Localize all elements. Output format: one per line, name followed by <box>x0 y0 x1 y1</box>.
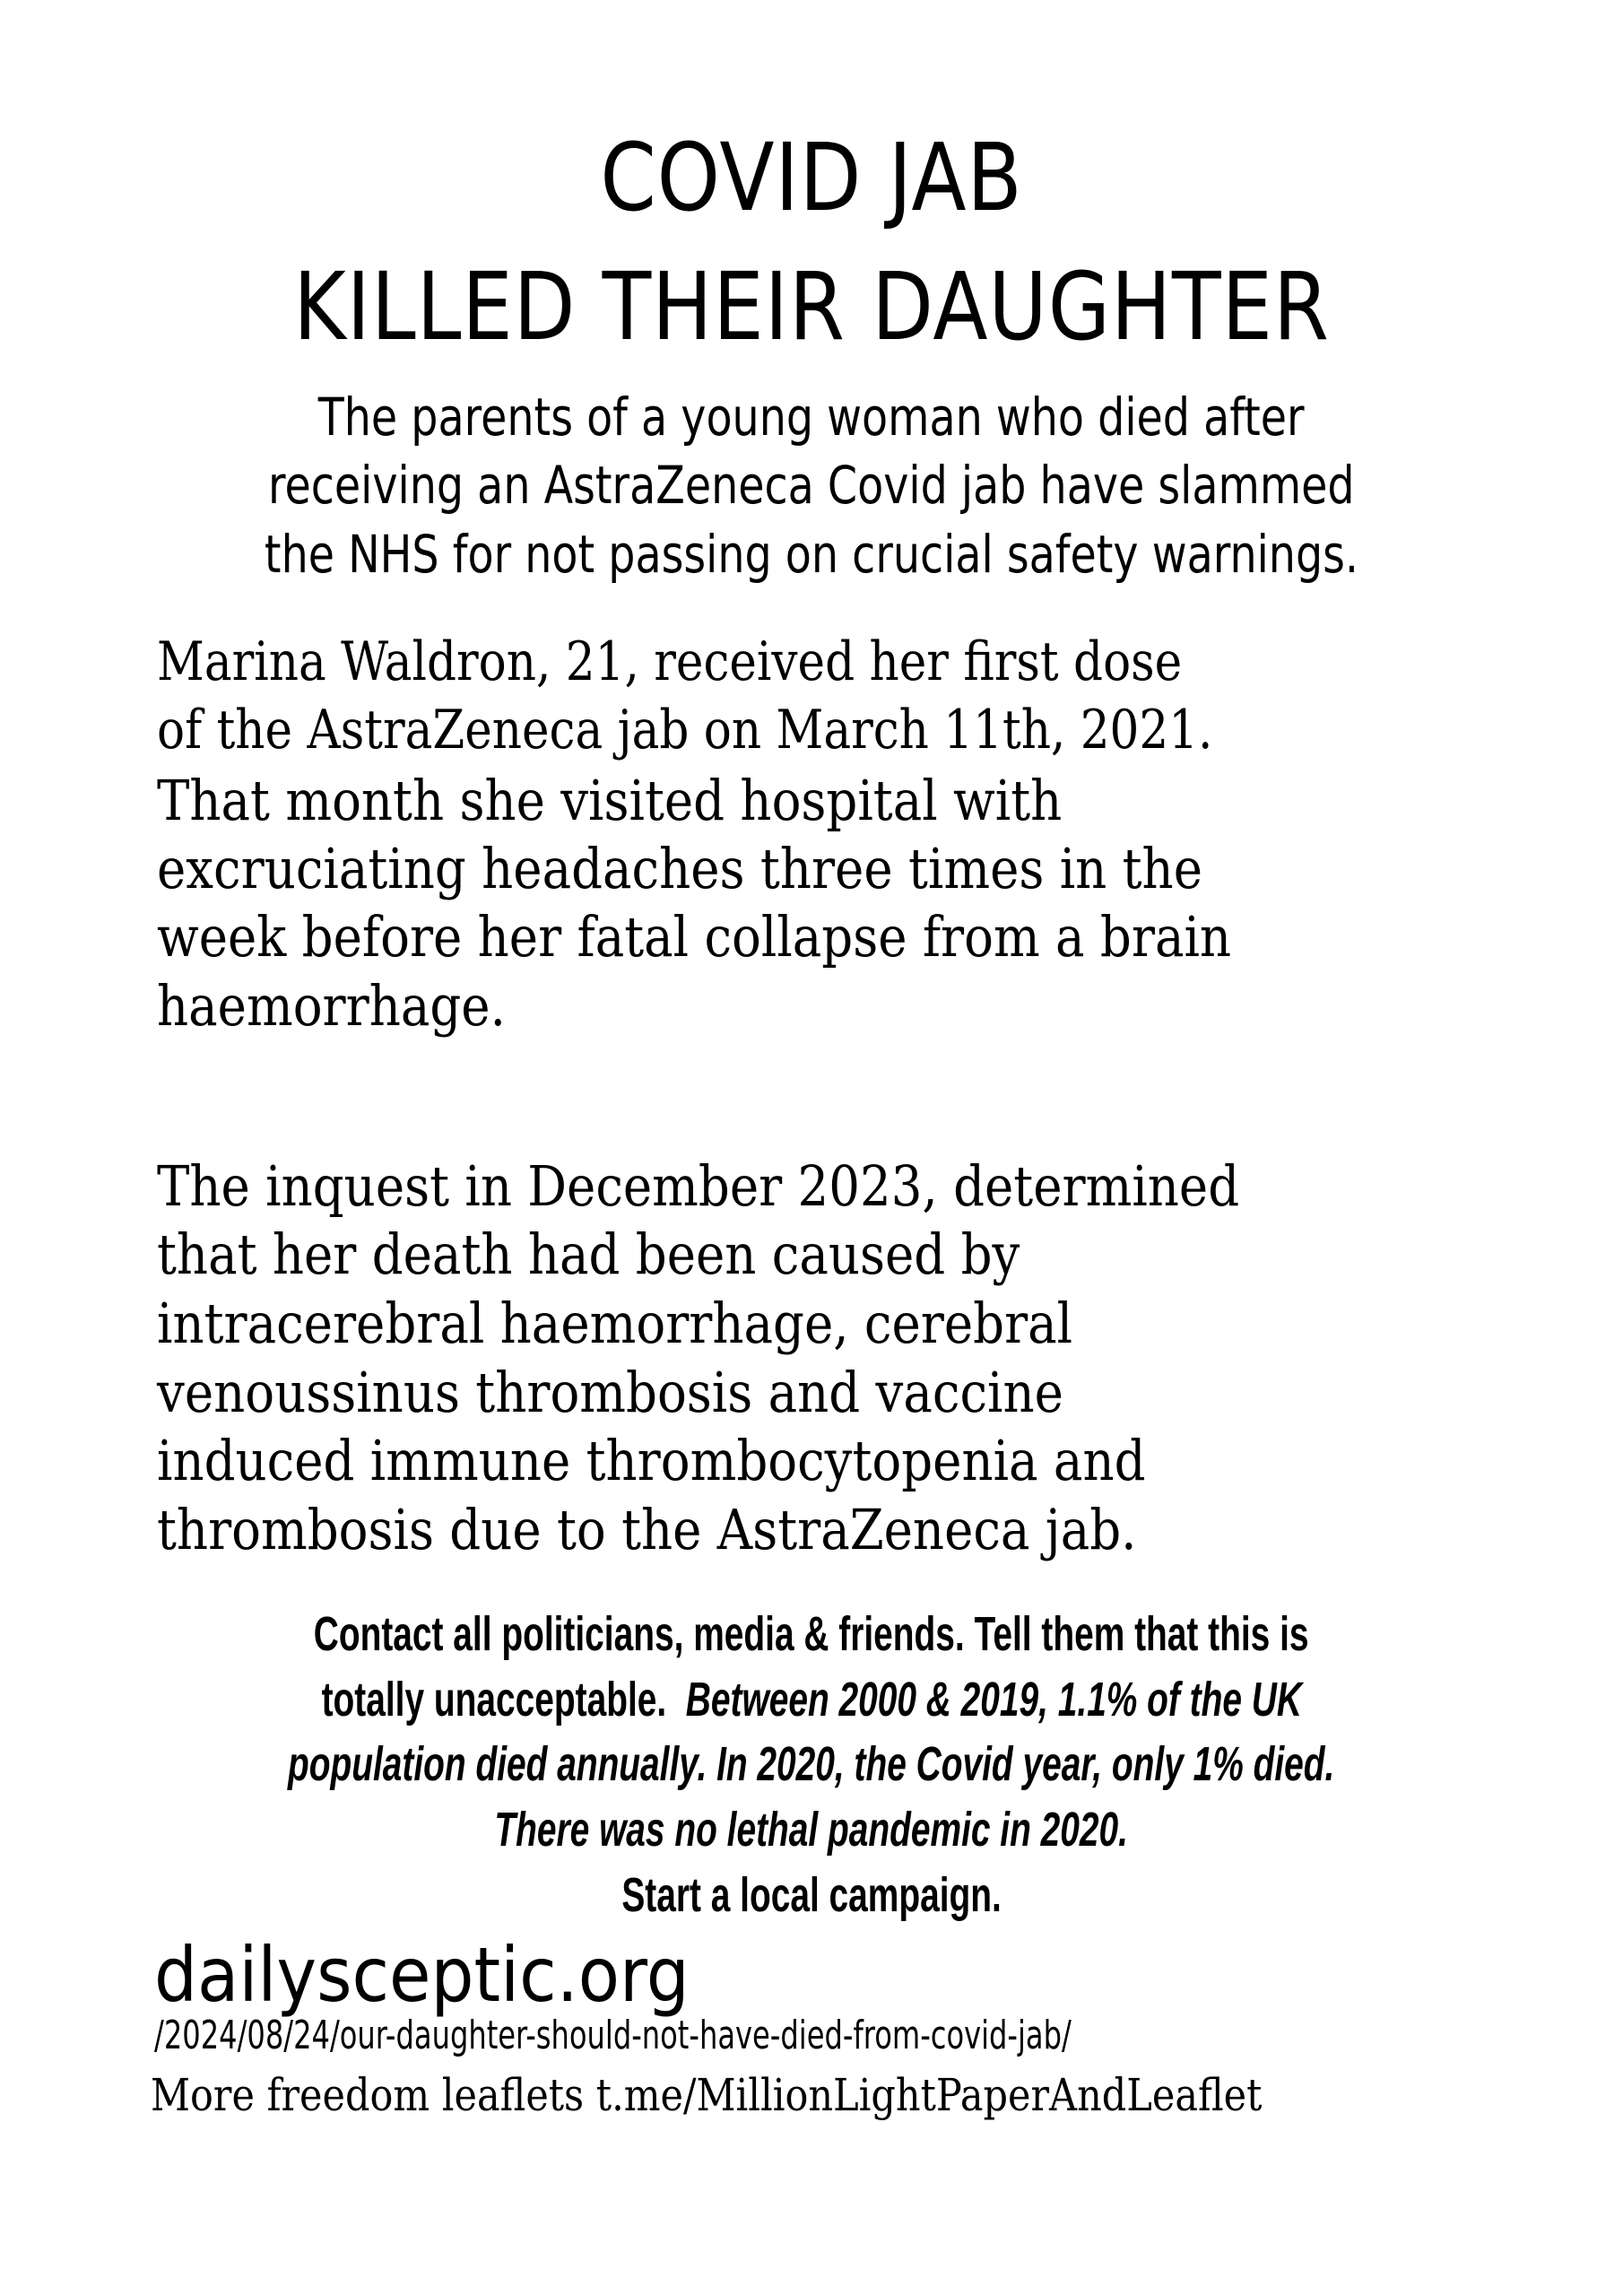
cta-line-1: Contact all politicians, media & friends. Tell them that this is <box>314 1607 1309 1661</box>
inquest-paragraph-line-3: intracerebral haemorrhage, cerebral <box>157 1291 1073 1356</box>
hospital-paragraph-line-3: week before her fatal collapse from a brain <box>157 904 1232 970</box>
lede-line-2: receiving an AstraZeneca Covid jab have slammed <box>268 455 1355 516</box>
inquest-paragraph-line-6: thrombosis due to the AstraZeneca jab. <box>157 1497 1137 1562</box>
cta-line-5: Start a local campaign. <box>621 1868 1002 1922</box>
inquest-paragraph-line-4: venoussinus thrombosis and vaccine <box>157 1360 1063 1425</box>
hospital-paragraph-line-1: That month she visited hospital with <box>157 768 1063 833</box>
hospital-paragraph-line-2: excruciating headaches three times in the <box>157 836 1202 901</box>
inquest-paragraph-line-5: induced immune thrombocytopenia and <box>157 1428 1146 1493</box>
source-path: /2024/08/24/our-daughter-should-not-have-died-from-covid-jab/ <box>154 2013 1072 2058</box>
source-site: dailysceptic.org <box>154 1931 690 2019</box>
dose-paragraph-line-2: of the AstraZeneca jab on March 11th, 2021. <box>157 699 1213 761</box>
more-leaflets-footer: More freedom leaflets t.me/MillionLightPaperAndLeaflet <box>151 2069 1263 2121</box>
cta-line-3: population died annually. In 2020, the Covid year, only 1% died. <box>288 1737 1335 1791</box>
cta-line-2-plain: totally unacceptable. <box>321 1673 666 1726</box>
cta-line-4: There was no lethal pandemic in 2020. <box>494 1803 1129 1857</box>
dose-paragraph-line-1: Marina Waldron, 21, received her first dose <box>157 631 1183 693</box>
hospital-paragraph-line-4: haemorrhage. <box>157 973 506 1039</box>
cta-line-2-italic: Between 2000 & 2019, 1.1% of the UK <box>685 1673 1302 1726</box>
headline-line-1: COVID JAB <box>600 123 1023 232</box>
lede-line-3: the NHS for not passing on crucial safety warnings. <box>264 524 1359 585</box>
cta-line-2 <box>0 1675 1623 1724</box>
lede-line-1: The parents of a young woman who died after <box>318 387 1305 448</box>
inquest-paragraph-line-2: that her death had been caused by <box>157 1222 1020 1287</box>
headline-line-2: KILLED THEIR DAUGHTER <box>293 252 1330 361</box>
inquest-paragraph-line-1: The inquest in December 2023, determined <box>157 1153 1240 1219</box>
